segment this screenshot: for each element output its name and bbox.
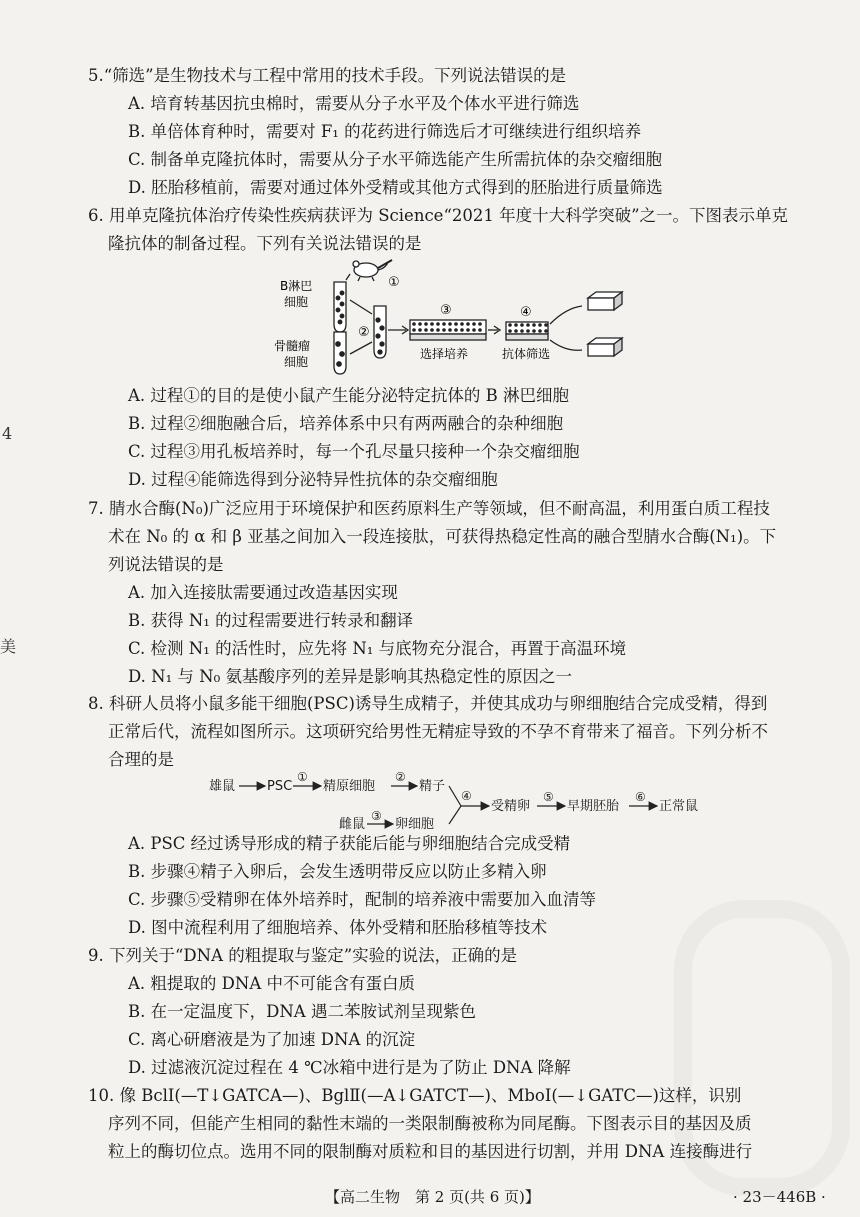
diagram-step-2: ② — [358, 325, 370, 340]
myeloma-tube-icon — [334, 332, 346, 374]
b-cell-tube-icon — [334, 282, 346, 332]
margin-mark-number: 4 — [2, 424, 13, 443]
question-8-option-c: C. 步骤⑤受精卵在体外培养时，配制的培养液中需要加入血清等 — [128, 890, 597, 909]
myeloma-label-2: 细胞 — [284, 355, 309, 369]
diagram-step-1: ① — [388, 275, 400, 290]
margin-mark-character: 美 — [0, 637, 17, 656]
question-9-option-b: B. 在一定温度下，DNA 遇二苯胺试剂呈现紫色 — [128, 1002, 476, 1021]
question-5 — [88, 62, 663, 202]
question-6-option-d: D. 过程④能筛选得到分泌特异性抗体的杂交瘤细胞 — [128, 470, 498, 489]
question-7-stem-line-3: 列说法错误的是 — [108, 555, 224, 574]
question-9-option-d: D. 过滤液沉淀过程在 4 ℃冰箱中进行是为了防止 DNA 降解 — [128, 1058, 571, 1077]
b-cell-label-1: B淋巴 — [280, 279, 313, 293]
flow-step-5: ⑤ — [543, 790, 554, 804]
monoclonal-antibody-diagram — [270, 258, 650, 378]
question-6-options — [88, 382, 580, 494]
question-10 — [88, 1082, 752, 1166]
diagram-step-3: ③ — [440, 303, 452, 318]
flow-step-2: ② — [395, 770, 406, 784]
flow-step-1: ① — [297, 770, 308, 784]
antibody-screen-label: 抗体筛选 — [502, 347, 551, 361]
footer-exam-code: · 23－446B · — [733, 1188, 826, 1206]
flow-female-mouse: 雌鼠 — [339, 817, 366, 832]
question-6-option-a: A. 过程①的目的是使小鼠产生能分泌特定抗体的 B 淋巴细胞 — [128, 386, 570, 405]
question-7-option-b: B. 获得 N₁ 的过程需要进行转录和翻译 — [128, 611, 414, 630]
question-10-stem-line-3: 粒上的酶切位点。选用不同的限制酶对质粒和目的基因进行切割，并用 DNA 连接酶进行 — [108, 1142, 753, 1161]
flow-egg: 卵细胞 — [395, 817, 435, 832]
flow-early-embryo: 早期胚胎 — [567, 799, 620, 814]
question-9 — [88, 942, 571, 1082]
myeloma-label-1: 骨髓瘤 — [274, 339, 311, 353]
question-6-option-c: C. 过程③用孔板培养时，每一个孔尽量只接种一个杂交瘤细胞 — [128, 442, 580, 461]
question-8-option-b: B. 步骤④精子入卵后，会发生透明带反应以防止多精入卵 — [128, 862, 547, 881]
flow-spermatogonia: 精原细胞 — [323, 779, 376, 794]
flow-step-6: ⑥ — [635, 790, 646, 804]
question-5-option-a: A. 培育转基因抗虫棉时，需要从分子水平及个体水平进行筛选 — [128, 94, 580, 113]
question-7-option-d: D. N₁ 与 N₀ 氨基酸序列的差异是影响其热稳定性的原因之一 — [128, 667, 572, 686]
question-7-option-c: C. 检测 N₁ 的活性时，应先将 N₁ 与底物充分混合，再置于高温环境 — [128, 639, 627, 658]
in-vitro-culture-box-icon — [588, 338, 622, 356]
question-7 — [88, 495, 776, 691]
question-5-option-d: D. 胚胎移植前，需要对通过体外受精或其他方式得到的胚胎进行质量筛选 — [128, 178, 663, 197]
question-10-stem-line-1: 10. 像 BclⅠ(—T↓GATCA—)、BglⅡ(—A↓GATCT—)、MboⅠ(—↓GATC—)这样，识别 — [88, 1086, 742, 1105]
mouse-icon — [353, 261, 388, 281]
flow-psc: PSC — [267, 779, 293, 794]
question-6-stem-line-1: 6. 用单克隆抗体治疗传染性疾病获评为 Science“2021 年度十大科学突破”之一。下图表示单克 — [88, 206, 789, 225]
flow-step-4: ④ — [461, 789, 472, 803]
b-cell-label-2: 细胞 — [284, 295, 309, 309]
question-8-stem-line-2: 正常后代，流程如图所示。这项研究给男性无精症导致的不孕不育带来了福音。下列分析不 — [108, 722, 768, 741]
question-9-option-a: A. 粗提取的 DNA 中不可能含有蛋白质 — [128, 974, 415, 993]
mouse-culture-box-icon — [588, 292, 622, 310]
footer-page-title: 【高二生物 第 2 页(共 6 页)】 — [325, 1188, 540, 1206]
diagram-step-4: ④ — [520, 305, 532, 320]
question-10-stem-line-2: 序列不同，但能产生相同的黏性末端的一类限制酶被称为同尾酶。下图表示目的基因及质 — [108, 1114, 752, 1133]
flow-normal-mouse: 正常鼠 — [659, 799, 699, 814]
question-8-stem-line-1: 8. 科研人员将小鼠多能干细胞(PSC)诱导生成精子，并使其成功与卵细胞结合完成受精，得到 — [88, 694, 768, 713]
psc-flow-diagram — [205, 770, 725, 834]
question-9-option-c: C. 离心研磨液是为了加速 DNA 的沉淀 — [128, 1030, 416, 1049]
question-6-option-b: B. 过程②细胞融合后，培养体系中只有两两融合的杂种细胞 — [128, 414, 564, 433]
question-8-option-a: A. PSC 经过诱导形成的精子获能后能与卵细胞结合完成受精 — [128, 834, 571, 853]
question-8-stem-line-3: 合理的是 — [108, 750, 174, 769]
flow-sperm: 精子 — [419, 779, 446, 794]
question-5-stem: 5.“筛选”是生物技术与工程中常用的技术手段。下列说法错误的是 — [88, 66, 567, 85]
question-7-stem-line-2: 术在 N₀ 的 α 和 β 亚基之间加入一段连接肽，可获得热稳定性高的融合型腈水合酶(N₁)。下 — [108, 527, 777, 546]
question-8-option-d: D. 图中流程利用了细胞培养、体外受精和胚胎移植等技术 — [128, 918, 548, 937]
question-7-option-a: A. 加入连接肽需要通过改造基因实现 — [128, 583, 398, 602]
question-9-stem: 9. 下列关于“DNA 的粗提取与鉴定”实验的说法，正确的是 — [88, 946, 518, 965]
question-8-options — [88, 830, 596, 942]
question-6 — [88, 202, 788, 258]
select-culture-label: 选择培养 — [420, 347, 469, 361]
question-7-stem-line-1: 7. 腈水合酶(N₀)广泛应用于环境保护和医药原料生产等领域，但不耐高温，利用蛋白质工程技 — [88, 499, 770, 518]
question-5-option-c: C. 制备单克隆抗体时，需要从分子水平筛选能产生所需抗体的杂交瘤细胞 — [128, 150, 663, 169]
flow-zygote: 受精卵 — [491, 799, 531, 814]
flow-step-3: ③ — [371, 809, 382, 823]
question-6-stem-line-2: 隆抗体的制备过程。下列有关说法错误的是 — [108, 234, 422, 253]
question-8 — [88, 690, 768, 774]
fusion-tube-icon — [374, 306, 386, 358]
question-5-option-b: B. 单倍体育种时，需要对 F₁ 的花药进行筛选后才可继续进行组织培养 — [128, 122, 642, 141]
flow-male-mouse: 雄鼠 — [209, 779, 236, 794]
